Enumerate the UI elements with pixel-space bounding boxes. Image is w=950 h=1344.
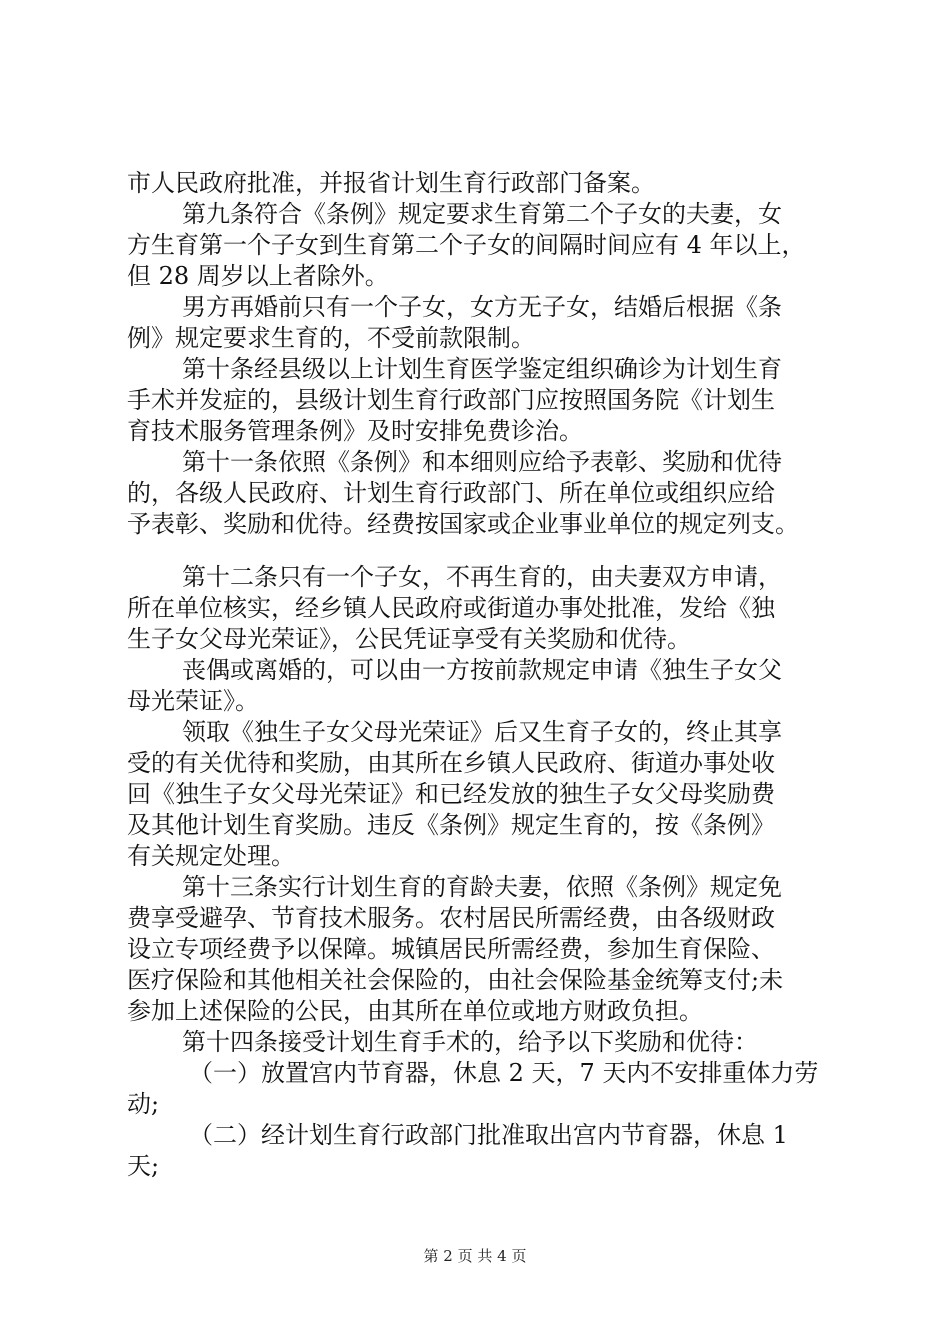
text-line: 生子女父母光荣证》，公民凭证享受有关奖励和优待。 (127, 625, 691, 653)
paragraph-article-11 (127, 447, 857, 540)
paragraph-article-9 (127, 199, 857, 292)
text-line: 及其他计划生育奖励。违反《条例》规定生育的，按《条例》 (127, 811, 775, 839)
document-body (127, 168, 857, 1182)
paragraph-remarriage (127, 292, 857, 354)
text-line: 男方再婚前只有一个子女，女方无子女，结婚后根据《条 (182, 293, 782, 321)
paragraph-continuation (127, 168, 857, 199)
text-line: 设立专项经费予以保障。城镇居民所需经费，参加生育保险、 (127, 935, 775, 963)
text-line: 育技术服务管理条例》及时安排免费诊治。 (127, 417, 583, 445)
text-line: 方生育第一个子女到生育第二个子女的间隔时间应有 4 年以上， (127, 231, 806, 259)
paragraph-gap (127, 540, 857, 562)
text-line: 参加上述保险的公民，由其所在单位或地方财政负担。 (127, 997, 703, 1025)
text-line: 领取《独生子女父母光荣证》后又生育子女的，终止其享 (182, 718, 782, 746)
list-item-1 (127, 1058, 857, 1120)
list-item-2 (127, 1120, 857, 1182)
paragraph-article-13 (127, 872, 857, 1027)
text-line: 第十三条实行计划生育的育龄夫妻，依照《条例》规定免 (182, 873, 782, 901)
text-line: 天; (127, 1152, 160, 1180)
text-line: 第九条符合《条例》规定要求生育第二个子女的夫妻，女 (182, 200, 782, 228)
text-line: （二）经计划生育行政部门批准取出宫内节育器，休息 1 (189, 1121, 788, 1149)
text-line: 第十四条接受计划生育手术的，给予以下奖励和优待： (182, 1028, 758, 1056)
text-line: 的，各级人民政府、计划生育行政部门、所在单位或组织应给 (127, 479, 775, 507)
paragraph-article-12 (127, 562, 857, 655)
text-line: 手术并发症的，县级计划生育行政部门应按照国务院《计划生 (127, 386, 775, 414)
text-line: 医疗保险和其他相关社会保险的，由社会保险基金统筹支付;未 (127, 966, 784, 994)
paragraph-article-14 (127, 1027, 857, 1058)
paragraph-article-10 (127, 354, 857, 447)
paragraph-widowed-divorced (127, 655, 857, 717)
text-line: 第十二条只有一个子女，不再生育的，由夫妻双方申请， (182, 563, 782, 591)
text-line: 母光荣证》。 (127, 687, 259, 715)
text-line: 所在单位核实，经乡镇人民政府或街道办事处批准，发给《独 (127, 594, 775, 622)
text-line: 市人民政府批准，并报省计划生育行政部门备案。 (127, 169, 655, 197)
text-line: （一）放置宫内节育器，休息 2 天，7 天内不安排重体力劳 (189, 1059, 819, 1087)
text-line: 费享受避孕、节育技术服务。农村居民所需经费，由各级财政 (127, 904, 775, 932)
text-line: 予表彰、奖励和优待。经费按国家或企业事业单位的规定列支。 (127, 510, 799, 538)
text-line: 例》规定要求生育的，不受前款限制。 (127, 324, 535, 352)
paragraph-certificate-revocation (127, 717, 857, 872)
text-line: 回《独生子女父母光荣证》和已经发放的独生子女父母奖励费 (127, 780, 775, 808)
text-line: 丧偶或离婚的，可以由一方按前款规定申请《独生子女父 (182, 656, 782, 684)
text-line: 第十一条依照《条例》和本细则应给予表彰、奖励和优待 (182, 448, 782, 476)
text-line: 受的有关优待和奖励，由其所在乡镇人民政府、街道办事处收 (127, 749, 775, 777)
text-line: 动; (127, 1090, 160, 1118)
page-footer (0, 1246, 950, 1266)
text-line: 有关规定处理。 (127, 842, 295, 870)
page-number-label: 第 2 页 共 4 页 (423, 1247, 527, 1265)
text-line: 第十条经县级以上计划生育医学鉴定组织确诊为计划生育 (182, 355, 782, 383)
text-line: 但 28 周岁以上者除外。 (127, 262, 389, 290)
